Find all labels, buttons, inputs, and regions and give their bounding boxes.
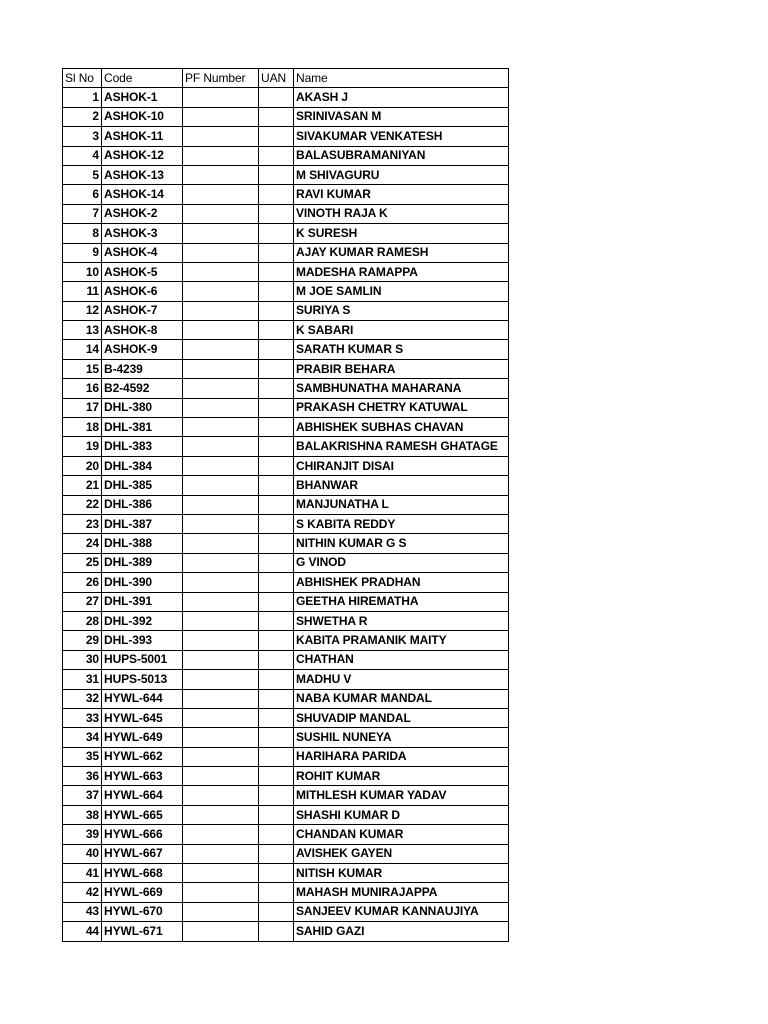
cell-name: SIVAKUMAR VENKATESH <box>294 127 509 146</box>
cell-code: ASHOK-1 <box>102 88 183 107</box>
cell-name: NABA KUMAR MANDAL <box>294 689 509 708</box>
cell-uan <box>259 922 294 941</box>
cell-uan <box>259 418 294 437</box>
cell-name: BHANWAR <box>294 476 509 495</box>
cell-name: VINOTH RAJA K <box>294 204 509 223</box>
table-row <box>63 922 509 941</box>
cell-uan <box>259 689 294 708</box>
cell-name: MITHLESH KUMAR YADAV <box>294 786 509 805</box>
cell-uan <box>259 534 294 553</box>
cell-code: ASHOK-2 <box>102 204 183 223</box>
cell-code: ASHOK-4 <box>102 243 183 262</box>
cell-sl-no: 39 <box>63 825 102 844</box>
cell-pf-number <box>183 224 259 243</box>
cell-code: ASHOK-8 <box>102 321 183 340</box>
cell-uan <box>259 786 294 805</box>
cell-uan <box>259 398 294 417</box>
cell-code: DHL-389 <box>102 553 183 572</box>
cell-uan <box>259 224 294 243</box>
table-row <box>63 805 509 824</box>
cell-name: AVISHEK GAYEN <box>294 844 509 863</box>
cell-code: DHL-386 <box>102 495 183 514</box>
cell-pf-number <box>183 747 259 766</box>
cell-pf-number <box>183 107 259 126</box>
cell-uan <box>259 456 294 475</box>
cell-uan <box>259 631 294 650</box>
cell-sl-no: 12 <box>63 301 102 320</box>
cell-uan <box>259 262 294 281</box>
table-row <box>63 902 509 921</box>
cell-pf-number <box>183 379 259 398</box>
table-row <box>63 359 509 378</box>
cell-pf-number <box>183 864 259 883</box>
table-row <box>63 844 509 863</box>
cell-uan <box>259 127 294 146</box>
cell-sl-no: 30 <box>63 650 102 669</box>
cell-uan <box>259 592 294 611</box>
cell-sl-no: 36 <box>63 767 102 786</box>
cell-name: ABHISHEK PRADHAN <box>294 573 509 592</box>
cell-pf-number <box>183 495 259 514</box>
cell-sl-no: 2 <box>63 107 102 126</box>
cell-uan <box>259 88 294 107</box>
cell-sl-no: 10 <box>63 262 102 281</box>
table-row <box>63 340 509 359</box>
cell-uan <box>259 902 294 921</box>
cell-sl-no: 21 <box>63 476 102 495</box>
cell-sl-no: 4 <box>63 146 102 165</box>
table-row <box>63 107 509 126</box>
header-pf-number: PF Number <box>183 69 259 88</box>
table-row <box>63 611 509 630</box>
cell-pf-number <box>183 922 259 941</box>
cell-code: DHL-388 <box>102 534 183 553</box>
table-row <box>63 747 509 766</box>
cell-sl-no: 25 <box>63 553 102 572</box>
cell-pf-number <box>183 243 259 262</box>
table-row <box>63 592 509 611</box>
cell-pf-number <box>183 844 259 863</box>
cell-name: ABHISHEK SUBHAS CHAVAN <box>294 418 509 437</box>
cell-code: HYWL-649 <box>102 728 183 747</box>
cell-uan <box>259 282 294 301</box>
cell-name: PRABIR BEHARA <box>294 359 509 378</box>
table-row <box>63 670 509 689</box>
cell-code: ASHOK-3 <box>102 224 183 243</box>
table-row <box>63 204 509 223</box>
table-row <box>63 88 509 107</box>
cell-pf-number <box>183 534 259 553</box>
table-row <box>63 418 509 437</box>
cell-code: HUPS-5001 <box>102 650 183 669</box>
cell-code: ASHOK-6 <box>102 282 183 301</box>
cell-sl-no: 16 <box>63 379 102 398</box>
cell-pf-number <box>183 728 259 747</box>
cell-name: KABITA PRAMANIK MAITY <box>294 631 509 650</box>
cell-uan <box>259 805 294 824</box>
header-row <box>63 69 509 88</box>
cell-name: BALAKRISHNA RAMESH GHATAGE <box>294 437 509 456</box>
cell-name: HARIHARA PARIDA <box>294 747 509 766</box>
cell-uan <box>259 611 294 630</box>
cell-name: SHUVADIP MANDAL <box>294 708 509 727</box>
cell-sl-no: 8 <box>63 224 102 243</box>
cell-sl-no: 11 <box>63 282 102 301</box>
cell-uan <box>259 650 294 669</box>
cell-uan <box>259 204 294 223</box>
cell-uan <box>259 340 294 359</box>
cell-name: BALASUBRAMANIYAN <box>294 146 509 165</box>
table-row <box>63 728 509 747</box>
table-row <box>63 495 509 514</box>
cell-sl-no: 35 <box>63 747 102 766</box>
cell-pf-number <box>183 670 259 689</box>
cell-code: DHL-381 <box>102 418 183 437</box>
cell-pf-number <box>183 301 259 320</box>
table-row <box>63 631 509 650</box>
cell-code: ASHOK-5 <box>102 262 183 281</box>
cell-pf-number <box>183 902 259 921</box>
cell-code: ASHOK-11 <box>102 127 183 146</box>
cell-name: SHWETHA R <box>294 611 509 630</box>
cell-pf-number <box>183 88 259 107</box>
header-sl-no: Sl No <box>63 69 102 88</box>
table-row <box>63 437 509 456</box>
cell-uan <box>259 185 294 204</box>
cell-sl-no: 7 <box>63 204 102 223</box>
cell-name: GEETHA HIREMATHA <box>294 592 509 611</box>
cell-pf-number <box>183 282 259 301</box>
cell-code: DHL-391 <box>102 592 183 611</box>
cell-sl-no: 23 <box>63 514 102 533</box>
cell-name: PRAKASH CHETRY KATUWAL <box>294 398 509 417</box>
cell-uan <box>259 825 294 844</box>
cell-pf-number <box>183 321 259 340</box>
cell-uan <box>259 728 294 747</box>
cell-pf-number <box>183 592 259 611</box>
cell-code: HYWL-662 <box>102 747 183 766</box>
cell-pf-number <box>183 708 259 727</box>
table-row <box>63 321 509 340</box>
cell-name: M SHIVAGURU <box>294 165 509 184</box>
cell-name: ROHIT KUMAR <box>294 767 509 786</box>
cell-code: HYWL-666 <box>102 825 183 844</box>
cell-code: HYWL-663 <box>102 767 183 786</box>
cell-name: SURIYA S <box>294 301 509 320</box>
table-row <box>63 864 509 883</box>
cell-name: MADESHA RAMAPPA <box>294 262 509 281</box>
cell-sl-no: 44 <box>63 922 102 941</box>
cell-pf-number <box>183 185 259 204</box>
cell-code: HYWL-668 <box>102 864 183 883</box>
cell-code: DHL-393 <box>102 631 183 650</box>
table-row <box>63 767 509 786</box>
cell-name: AKASH J <box>294 88 509 107</box>
cell-code: HYWL-671 <box>102 922 183 941</box>
cell-name: AJAY KUMAR RAMESH <box>294 243 509 262</box>
cell-sl-no: 9 <box>63 243 102 262</box>
cell-sl-no: 37 <box>63 786 102 805</box>
cell-sl-no: 3 <box>63 127 102 146</box>
cell-pf-number <box>183 650 259 669</box>
table-row <box>63 553 509 572</box>
cell-sl-no: 27 <box>63 592 102 611</box>
cell-uan <box>259 301 294 320</box>
cell-code: HUPS-5013 <box>102 670 183 689</box>
cell-pf-number <box>183 340 259 359</box>
cell-name: K SABARI <box>294 321 509 340</box>
cell-code: ASHOK-10 <box>102 107 183 126</box>
table-row <box>63 534 509 553</box>
table-row <box>63 689 509 708</box>
cell-name: NITISH KUMAR <box>294 864 509 883</box>
cell-code: ASHOK-7 <box>102 301 183 320</box>
cell-uan <box>259 670 294 689</box>
cell-sl-no: 22 <box>63 495 102 514</box>
cell-code: DHL-380 <box>102 398 183 417</box>
cell-name: SHASHI KUMAR D <box>294 805 509 824</box>
cell-code: DHL-392 <box>102 611 183 630</box>
table-body <box>63 88 509 941</box>
table-row <box>63 127 509 146</box>
table-row <box>63 883 509 902</box>
cell-pf-number <box>183 553 259 572</box>
cell-uan <box>259 553 294 572</box>
cell-name: MANJUNATHA L <box>294 495 509 514</box>
table-row <box>63 514 509 533</box>
cell-name: CHANDAN KUMAR <box>294 825 509 844</box>
cell-name: G VINOD <box>294 553 509 572</box>
cell-pf-number <box>183 631 259 650</box>
cell-pf-number <box>183 146 259 165</box>
cell-name: SARATH KUMAR S <box>294 340 509 359</box>
cell-pf-number <box>183 398 259 417</box>
cell-name: S KABITA REDDY <box>294 514 509 533</box>
cell-uan <box>259 495 294 514</box>
cell-sl-no: 17 <box>63 398 102 417</box>
table-row <box>63 301 509 320</box>
cell-uan <box>259 437 294 456</box>
cell-sl-no: 15 <box>63 359 102 378</box>
cell-code: HYWL-644 <box>102 689 183 708</box>
cell-code: HYWL-667 <box>102 844 183 863</box>
cell-name: K SURESH <box>294 224 509 243</box>
cell-sl-no: 38 <box>63 805 102 824</box>
table-row <box>63 165 509 184</box>
cell-name: MADHU V <box>294 670 509 689</box>
cell-pf-number <box>183 767 259 786</box>
cell-code: DHL-390 <box>102 573 183 592</box>
cell-code: DHL-385 <box>102 476 183 495</box>
cell-code: DHL-387 <box>102 514 183 533</box>
cell-code: ASHOK-13 <box>102 165 183 184</box>
cell-code: DHL-383 <box>102 437 183 456</box>
cell-pf-number <box>183 825 259 844</box>
cell-sl-no: 42 <box>63 883 102 902</box>
table-row <box>63 708 509 727</box>
cell-sl-no: 34 <box>63 728 102 747</box>
header-code: Code <box>102 69 183 88</box>
table-row <box>63 825 509 844</box>
cell-uan <box>259 747 294 766</box>
table-row <box>63 650 509 669</box>
table-row <box>63 573 509 592</box>
cell-uan <box>259 844 294 863</box>
cell-uan <box>259 514 294 533</box>
cell-sl-no: 1 <box>63 88 102 107</box>
cell-uan <box>259 165 294 184</box>
cell-code: ASHOK-14 <box>102 185 183 204</box>
cell-pf-number <box>183 786 259 805</box>
table-row <box>63 786 509 805</box>
cell-pf-number <box>183 418 259 437</box>
cell-code: ASHOK-9 <box>102 340 183 359</box>
cell-sl-no: 32 <box>63 689 102 708</box>
cell-uan <box>259 883 294 902</box>
cell-sl-no: 31 <box>63 670 102 689</box>
cell-uan <box>259 359 294 378</box>
cell-pf-number <box>183 573 259 592</box>
cell-code: B2-4592 <box>102 379 183 398</box>
cell-pf-number <box>183 204 259 223</box>
cell-sl-no: 40 <box>63 844 102 863</box>
cell-uan <box>259 864 294 883</box>
cell-sl-no: 28 <box>63 611 102 630</box>
table-row <box>63 262 509 281</box>
employee-table <box>62 68 509 942</box>
table-row <box>63 379 509 398</box>
cell-sl-no: 6 <box>63 185 102 204</box>
cell-pf-number <box>183 437 259 456</box>
cell-sl-no: 41 <box>63 864 102 883</box>
header-name: Name <box>294 69 509 88</box>
cell-uan <box>259 321 294 340</box>
table-row <box>63 243 509 262</box>
table-row <box>63 476 509 495</box>
cell-pf-number <box>183 476 259 495</box>
cell-sl-no: 33 <box>63 708 102 727</box>
cell-sl-no: 29 <box>63 631 102 650</box>
table-row <box>63 456 509 475</box>
cell-pf-number <box>183 883 259 902</box>
cell-pf-number <box>183 262 259 281</box>
cell-code: HYWL-664 <box>102 786 183 805</box>
cell-name: SRINIVASAN M <box>294 107 509 126</box>
cell-code: HYWL-669 <box>102 883 183 902</box>
cell-name: SAMBHUNATHA MAHARANA <box>294 379 509 398</box>
cell-pf-number <box>183 805 259 824</box>
cell-sl-no: 43 <box>63 902 102 921</box>
cell-code: DHL-384 <box>102 456 183 475</box>
cell-sl-no: 5 <box>63 165 102 184</box>
cell-uan <box>259 243 294 262</box>
cell-name: MAHASH MUNIRAJAPPA <box>294 883 509 902</box>
cell-uan <box>259 107 294 126</box>
cell-name: SUSHIL NUNEYA <box>294 728 509 747</box>
cell-pf-number <box>183 359 259 378</box>
cell-uan <box>259 767 294 786</box>
table-row <box>63 146 509 165</box>
cell-uan <box>259 476 294 495</box>
cell-pf-number <box>183 456 259 475</box>
table-row <box>63 224 509 243</box>
cell-uan <box>259 708 294 727</box>
cell-sl-no: 14 <box>63 340 102 359</box>
cell-sl-no: 26 <box>63 573 102 592</box>
table-row <box>63 398 509 417</box>
cell-uan <box>259 379 294 398</box>
cell-code: HYWL-670 <box>102 902 183 921</box>
cell-pf-number <box>183 514 259 533</box>
cell-sl-no: 13 <box>63 321 102 340</box>
table-row <box>63 282 509 301</box>
cell-pf-number <box>183 165 259 184</box>
cell-code: HYWL-645 <box>102 708 183 727</box>
cell-name: RAVI KUMAR <box>294 185 509 204</box>
cell-sl-no: 18 <box>63 418 102 437</box>
table-row <box>63 185 509 204</box>
cell-pf-number <box>183 127 259 146</box>
cell-name: NITHIN KUMAR G S <box>294 534 509 553</box>
cell-code: B-4239 <box>102 359 183 378</box>
cell-name: M JOE SAMLIN <box>294 282 509 301</box>
cell-sl-no: 19 <box>63 437 102 456</box>
header-uan: UAN <box>259 69 294 88</box>
cell-pf-number <box>183 689 259 708</box>
cell-name: CHIRANJIT DISAI <box>294 456 509 475</box>
cell-pf-number <box>183 611 259 630</box>
cell-name: SANJEEV KUMAR KANNAUJIYA <box>294 902 509 921</box>
cell-code: HYWL-665 <box>102 805 183 824</box>
cell-name: CHATHAN <box>294 650 509 669</box>
cell-code: ASHOK-12 <box>102 146 183 165</box>
cell-uan <box>259 573 294 592</box>
cell-sl-no: 20 <box>63 456 102 475</box>
cell-name: SAHID GAZI <box>294 922 509 941</box>
cell-uan <box>259 146 294 165</box>
cell-sl-no: 24 <box>63 534 102 553</box>
